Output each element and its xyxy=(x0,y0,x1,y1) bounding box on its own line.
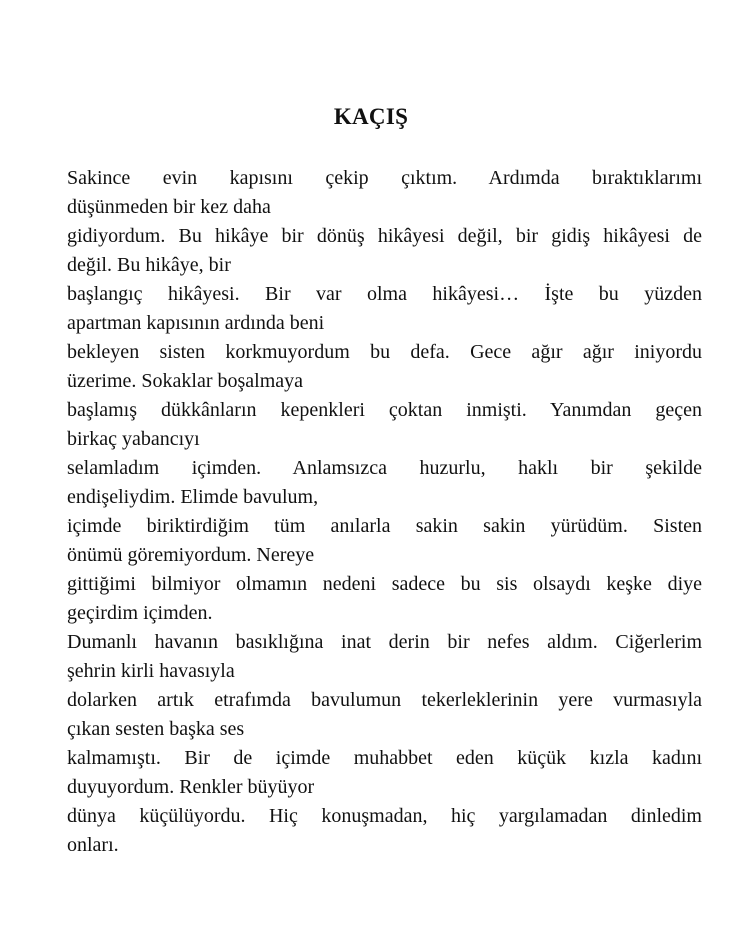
text-line: başlangıç hikâyesi. Bir var olma hikâyesi… İşte bu yüzden xyxy=(67,283,702,305)
text-line: gidiyordum. Bu hikâye bir dönüş hikâyesi değil, bir gidiş hikâyesi de xyxy=(67,225,702,247)
text-line: üzerime. Sokaklar boşalmaya xyxy=(67,370,304,392)
text-line: bekleyen sisten korkmuyordum bu defa. Gece ağır ağır iniyordu xyxy=(67,341,702,363)
text-line: içimde biriktirdiğim tüm anılarla sakin sakin yürüdüm. Sisten xyxy=(67,515,702,537)
text-line: duyuyordum. Renkler büyüyor xyxy=(67,776,315,798)
text-line: kalmamıştı. Bir de içimde muhabbet eden küçük kızla kadını xyxy=(67,747,702,769)
text-line: şehrin kirli havasıyla xyxy=(67,660,235,682)
text-line: önümü göremiyordum. Nereye xyxy=(67,544,315,566)
text-line: dolarken artık etrafımda bavulumun tekerleklerinin yere vurmasıyla xyxy=(67,689,702,711)
text-line: değil. Bu hikâye, bir xyxy=(67,254,231,276)
text-line: Dumanlı havanın basıklığına inat derin bir nefes aldım. Ciğerlerim xyxy=(67,631,702,653)
text-line: endişeliydim. Elimde bavulum, xyxy=(67,486,319,508)
document-title: KAÇIŞ xyxy=(333,104,409,129)
text-line: apartman kapısının ardında beni xyxy=(67,312,325,334)
document-body xyxy=(67,164,702,860)
text-line: Sakince evin kapısını çekip çıktım. Ardımda bıraktıklarımı xyxy=(67,167,702,189)
text-line: başlamış dükkânların kepenkleri çoktan inmişti. Yanımdan geçen xyxy=(67,399,702,421)
text-line: çıkan sesten başka ses xyxy=(67,718,245,740)
text-line: geçirdim içimden. xyxy=(67,602,213,624)
text-line: birkaç yabancıyı xyxy=(67,428,200,450)
text-line: onları. xyxy=(67,834,119,856)
text-line: selamladım içimden. Anlamsızca huzurlu, haklı bir şekilde xyxy=(67,457,702,479)
text-line: düşünmeden bir kez daha xyxy=(67,196,271,218)
text-line: dünya küçülüyordu. Hiç konuşmadan, hiç yargılamadan dinledim xyxy=(67,805,702,827)
text-line: gittiğimi bilmiyor olmamın nedeni sadece bu sis olsaydı keşke diye xyxy=(67,573,702,595)
